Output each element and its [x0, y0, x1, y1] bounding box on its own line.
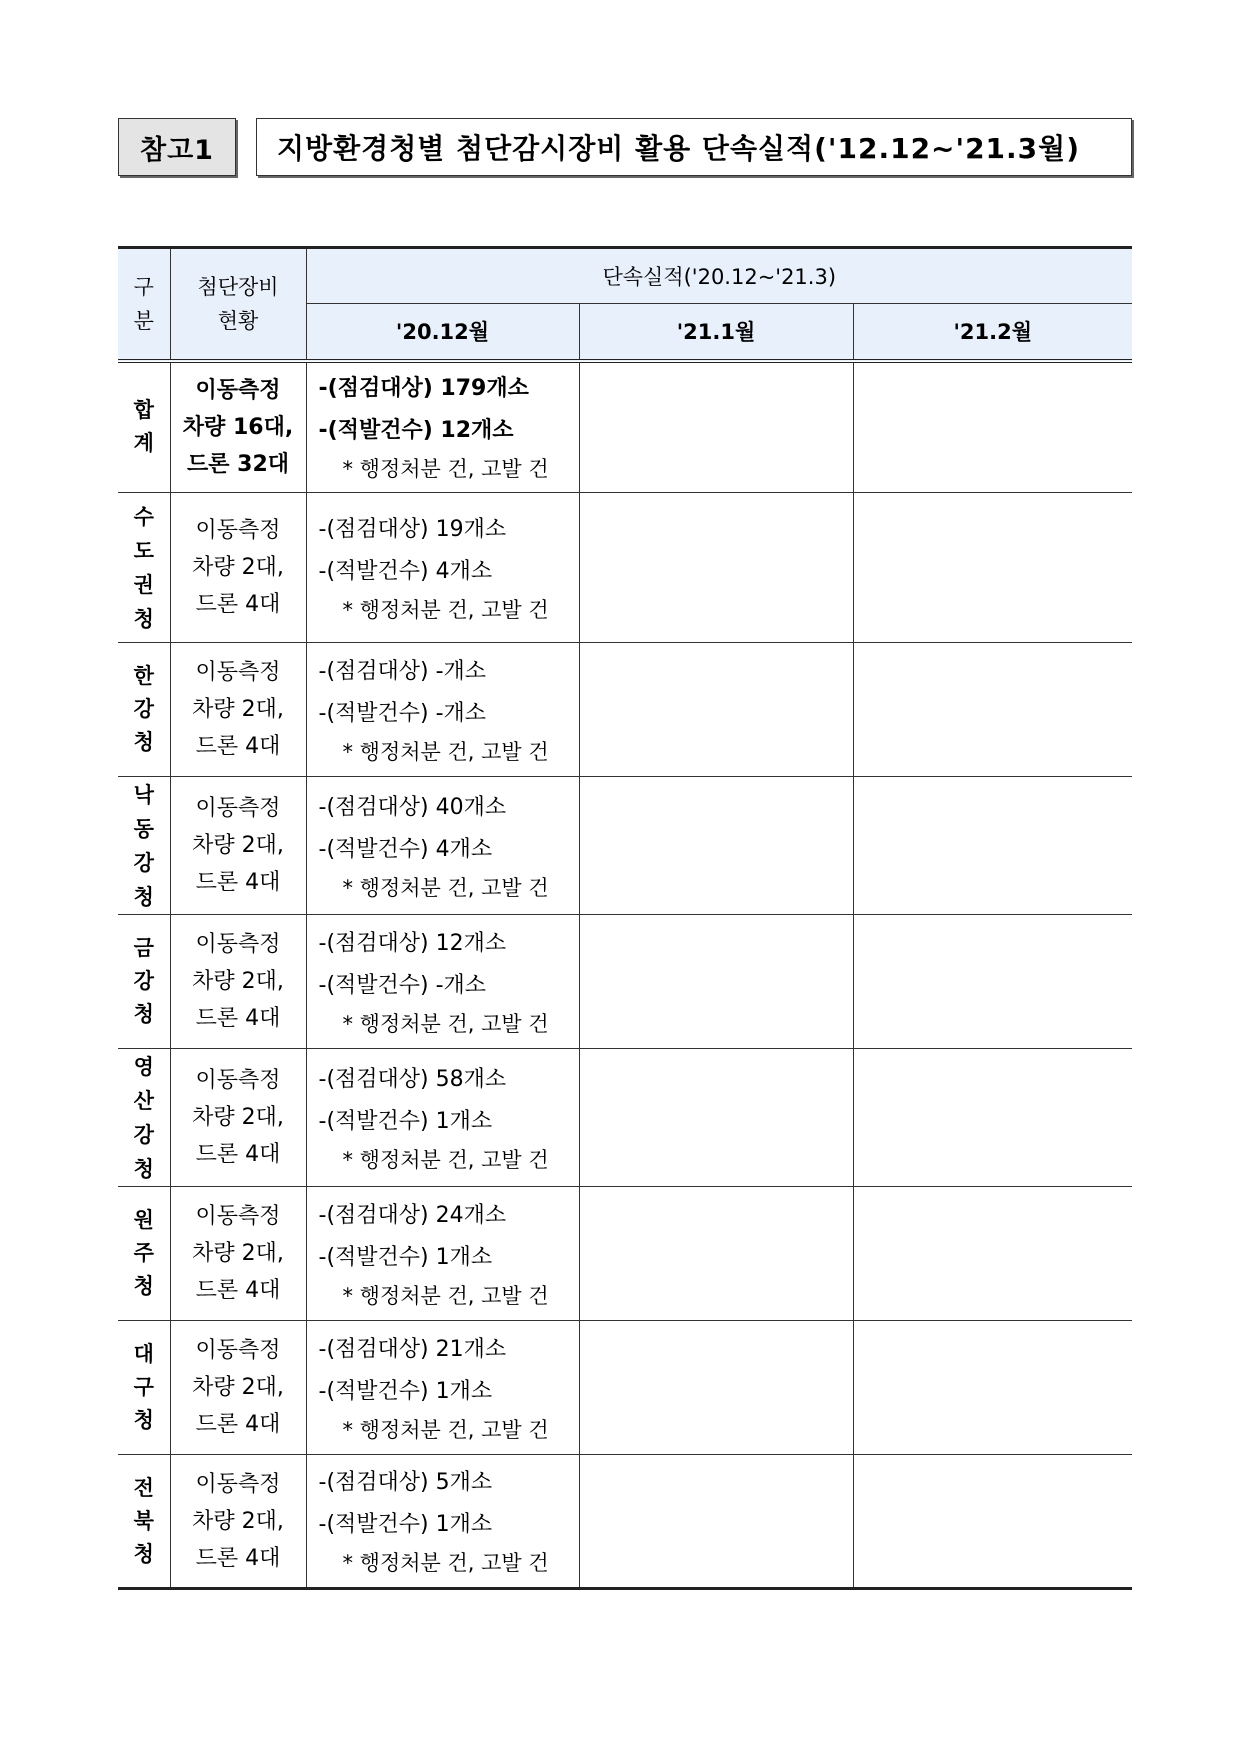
- region-name-char: 청: [133, 1541, 154, 1566]
- row-region-name: [118, 1455, 170, 1589]
- region-name-char: 도: [133, 538, 154, 563]
- region-name-char: 산: [133, 1088, 154, 1113]
- region-name-char: 주: [133, 1241, 154, 1265]
- table-row: [118, 1049, 1132, 1187]
- row-equipment: [170, 1187, 306, 1321]
- table-row: [118, 493, 1132, 643]
- inspection-count: -(점검대상) 58개소: [318, 1066, 507, 1092]
- table-body: [118, 361, 1132, 1589]
- region-name-char: 낙: [133, 782, 154, 807]
- region-name-char: 청: [133, 730, 154, 754]
- table-row: [118, 643, 1132, 777]
- detection-count: -(적발건수) -개소: [318, 972, 487, 998]
- row-region-name: [118, 915, 170, 1049]
- row-result-feb: [853, 1321, 1132, 1455]
- header-gubun: [118, 248, 170, 361]
- disposition-note: * 행정처분 건, 고발 건: [342, 739, 549, 764]
- header-month-feb: [853, 304, 1132, 361]
- row-result-jan: [579, 1187, 853, 1321]
- table-row: [118, 1321, 1132, 1455]
- detection-count: -(적발건수) 12개소: [318, 418, 514, 444]
- region-name-char: 전: [133, 1475, 154, 1500]
- region-name-char: 영: [133, 1054, 154, 1079]
- inspection-count: -(점검대상) 5개소: [318, 1470, 493, 1495]
- region-name-char: 강: [133, 697, 154, 721]
- region-name-char: 청: [133, 1002, 154, 1026]
- row-result-dec: [306, 493, 579, 643]
- region-name-char: 계: [133, 431, 154, 456]
- equipment-line: 이동측정: [195, 1068, 281, 1093]
- header-month-jan: [579, 304, 853, 361]
- disposition-note: * 행정처분 건, 고발 건: [342, 1417, 549, 1442]
- region-name-char: 금: [133, 936, 154, 960]
- detection-count: -(적발건수) 1개소: [318, 1378, 493, 1404]
- equipment-line: 드론 4대: [195, 1545, 281, 1571]
- row-region-name: [118, 1049, 170, 1187]
- table-row: [118, 777, 1132, 915]
- equipment-line: 이동측정: [195, 377, 281, 403]
- inspection-count: -(점검대상) 24개소: [318, 1202, 507, 1228]
- equipment-line: 드론 4대: [195, 1412, 281, 1437]
- equipment-line: 이동측정: [195, 660, 281, 685]
- equipment-line: 이동측정: [195, 796, 281, 821]
- equipment-line: 이동측정: [195, 518, 281, 543]
- region-name-char: 원: [133, 1208, 154, 1232]
- disposition-note: * 행정처분 건, 고발 건: [342, 1011, 549, 1036]
- row-result-feb: [853, 915, 1132, 1049]
- row-equipment: [170, 643, 306, 777]
- equipment-line: 차량 2대,: [192, 1375, 284, 1400]
- row-equipment: [170, 1321, 306, 1455]
- table-row: [118, 361, 1132, 493]
- region-name-char: 합: [133, 398, 154, 423]
- header-gubun-char: 구: [133, 274, 154, 299]
- row-region-name: [118, 493, 170, 643]
- row-result-jan: [579, 643, 853, 777]
- disposition-note: * 행정처분 건, 고발 건: [342, 1551, 549, 1575]
- detection-count: -(적발건수) -개소: [318, 700, 487, 726]
- row-result-dec: [306, 777, 579, 915]
- equipment-line: 드론 4대: [195, 592, 281, 617]
- row-equipment: [170, 915, 306, 1049]
- region-name-char: 대: [133, 1342, 154, 1366]
- region-name-char: 청: [133, 1156, 154, 1181]
- row-region-name: [118, 643, 170, 777]
- region-name-char: 구: [133, 1375, 154, 1399]
- region-name-char: 강: [133, 1122, 154, 1147]
- row-result-jan: [579, 361, 853, 493]
- row-result-dec: [306, 1049, 579, 1187]
- row-result-jan: [579, 777, 853, 915]
- row-result-jan: [579, 1455, 853, 1589]
- enforcement-results-table: [118, 246, 1132, 1590]
- header-equipment-line2: 현황: [217, 308, 259, 333]
- document-title: 지방환경청별 첨단감시장비 활용 단속실적('12.12~'21.3월): [256, 118, 1132, 176]
- detection-count: -(적발건수) 1개소: [318, 1108, 493, 1134]
- inspection-count: -(점검대상) 19개소: [318, 516, 507, 542]
- detection-count: -(적발건수) 4개소: [318, 836, 493, 862]
- row-equipment: [170, 493, 306, 643]
- region-name-char: 권: [133, 572, 154, 597]
- disposition-note: * 행정처분 건, 고발 건: [342, 457, 549, 482]
- equipment-line: 차량 2대,: [192, 1241, 284, 1266]
- table-row: [118, 1455, 1132, 1589]
- header-equipment-line1: 첨단장비: [197, 274, 279, 299]
- equipment-line: 차량 2대,: [192, 1508, 284, 1534]
- equipment-line: 이동측정: [195, 1204, 281, 1229]
- row-result-dec: [306, 915, 579, 1049]
- equipment-line: 이동측정: [195, 1471, 281, 1497]
- equipment-line: 드론 4대: [195, 1142, 281, 1167]
- header-gubun-text: [118, 270, 170, 338]
- inspection-count: -(점검대상) 40개소: [318, 794, 507, 820]
- row-region-name: [118, 361, 170, 493]
- header-equipment: [170, 248, 306, 361]
- equipment-line: 차량 2대,: [192, 555, 284, 580]
- detection-count: -(적발건수) 1개소: [318, 1512, 493, 1537]
- header-month-dec: [306, 304, 579, 361]
- region-name-char: 동: [133, 816, 154, 841]
- equipment-line: 이동측정: [195, 1338, 281, 1363]
- region-name-char: 강: [133, 850, 154, 875]
- row-result-dec: [306, 1321, 579, 1455]
- equipment-line: 차량 2대,: [192, 1105, 284, 1130]
- disposition-note: * 행정처분 건, 고발 건: [342, 597, 549, 622]
- region-name-char: 수: [133, 504, 154, 529]
- row-result-dec: [306, 361, 579, 493]
- detection-count: -(적발건수) 1개소: [318, 1244, 493, 1270]
- row-result-feb: [853, 1049, 1132, 1187]
- row-result-feb: [853, 643, 1132, 777]
- row-equipment: [170, 777, 306, 915]
- inspection-count: -(점검대상) 179개소: [318, 376, 529, 402]
- region-name-char: 청: [133, 606, 154, 631]
- header-gubun-char: 분: [133, 308, 154, 333]
- inspection-count: -(점검대상) -개소: [318, 658, 487, 684]
- header-month-feb-text: '21.2월: [953, 320, 1033, 345]
- equipment-line: 드론 4대: [195, 1006, 281, 1031]
- equipment-line: 드론 4대: [195, 734, 281, 759]
- row-result-jan: [579, 1321, 853, 1455]
- row-equipment: [170, 361, 306, 493]
- equipment-line: 이동측정: [195, 932, 281, 957]
- row-equipment: [170, 1049, 306, 1187]
- disposition-note: * 행정처분 건, 고발 건: [342, 1283, 549, 1308]
- row-region-name: [118, 1321, 170, 1455]
- detection-count: -(적발건수) 4개소: [318, 558, 493, 584]
- region-name-char: 청: [133, 1408, 154, 1432]
- row-result-feb: [853, 493, 1132, 643]
- equipment-line: 드론 32대: [186, 451, 290, 477]
- row-result-feb: [853, 1187, 1132, 1321]
- equipment-line: 차량 2대,: [192, 969, 284, 994]
- table-row: [118, 915, 1132, 1049]
- row-equipment: [170, 1455, 306, 1589]
- inspection-count: -(점검대상) 21개소: [318, 1336, 507, 1362]
- row-result-feb: [853, 1455, 1132, 1589]
- equipment-line: 차량 16대,: [182, 414, 294, 440]
- region-name-char: 청: [133, 1274, 154, 1298]
- equipment-line: 드론 4대: [195, 870, 281, 895]
- header-month-jan-text: '21.1월: [676, 320, 756, 345]
- disposition-note: * 행정처분 건, 고발 건: [342, 875, 549, 900]
- equipment-line: 차량 2대,: [192, 833, 284, 858]
- row-result-dec: [306, 1187, 579, 1321]
- table-row: [118, 1187, 1132, 1321]
- row-result-jan: [579, 493, 853, 643]
- equipment-line: 차량 2대,: [192, 697, 284, 722]
- header-results-text: 단속실적('20.12~'21.3): [602, 265, 837, 289]
- row-region-name: [118, 1187, 170, 1321]
- row-result-jan: [579, 915, 853, 1049]
- row-result-feb: [853, 361, 1132, 493]
- row-result-dec: [306, 1455, 579, 1589]
- region-name-char: 강: [133, 969, 154, 993]
- region-name-char: 북: [133, 1508, 154, 1533]
- header-results: [306, 248, 1132, 304]
- row-result-jan: [579, 1049, 853, 1187]
- disposition-note: * 행정처분 건, 고발 건: [342, 1147, 549, 1172]
- row-result-dec: [306, 643, 579, 777]
- region-name-char: 한: [133, 664, 154, 688]
- row-result-feb: [853, 777, 1132, 915]
- reference-label: 참고1: [118, 118, 236, 176]
- row-region-name: [118, 777, 170, 915]
- header-month-dec-text: '20.12월: [395, 320, 490, 345]
- equipment-line: 드론 4대: [195, 1278, 281, 1303]
- inspection-count: -(점검대상) 12개소: [318, 930, 507, 956]
- region-name-char: 청: [133, 884, 154, 909]
